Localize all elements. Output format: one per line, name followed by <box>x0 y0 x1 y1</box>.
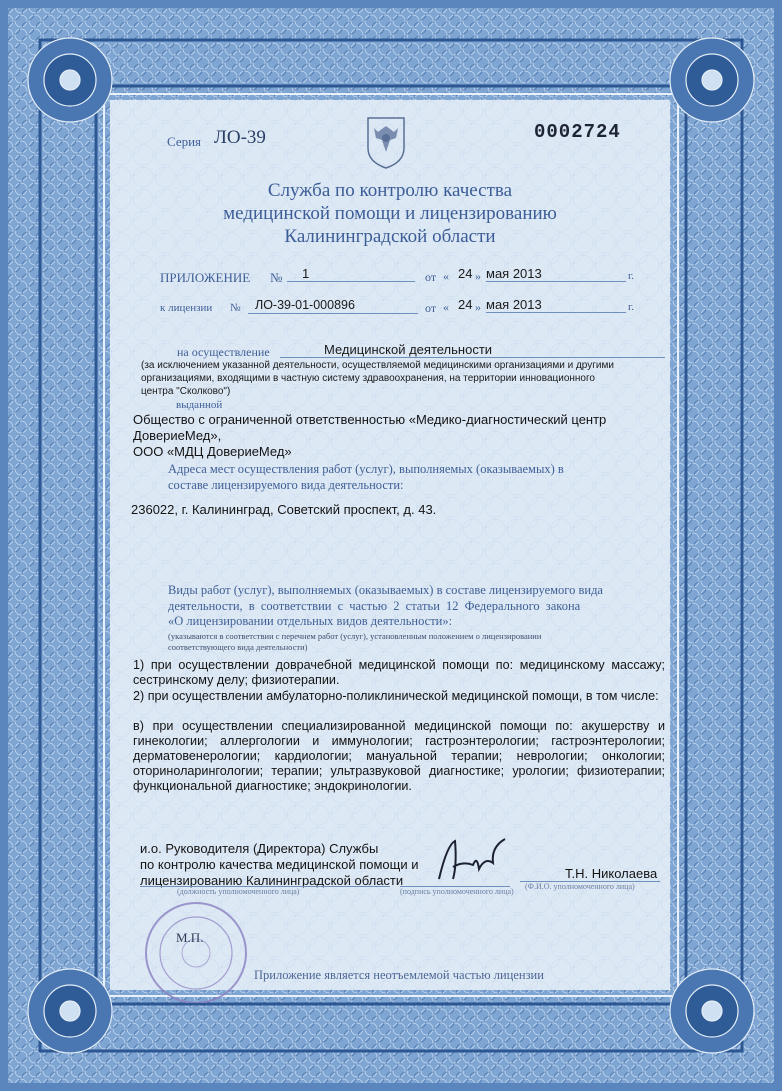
works-label-line-3: «О лицензировании отдельных видов деятельности»: <box>168 614 453 628</box>
holder-name-line-3: ООО «МДЦ ДовериеМед» <box>133 444 292 459</box>
works-item-2: 2) при осуществлении амбулаторно-поликлинической медицинской помощи, в том числе: <box>133 689 659 703</box>
series-label: Серия <box>167 134 202 149</box>
addresses-label-line-1: Адреса мест осуществления работ (услуг), выполняемых (оказываемых) в <box>168 462 564 476</box>
issuer-line-2: медицинской помощи и лицензированию <box>223 203 557 224</box>
holder-name-line-1: Общество с ограниченной ответственностью «Медико-диагностический центр <box>133 412 607 427</box>
license-number: ЛО-39-01-000896 <box>255 298 355 312</box>
license-number-sign: № <box>230 302 241 314</box>
license-label: к лицензии <box>160 302 213 314</box>
document-number: 0002724 <box>534 121 621 143</box>
appendix-from: от <box>425 270 437 284</box>
activity-note-line-1: (за исключением указанной деятельности, осуществляемой медицинскими организациями и другими <box>141 360 614 371</box>
holder-label: выданной <box>176 399 223 411</box>
appendix-date-underline <box>486 281 626 282</box>
license-day-close: » <box>475 300 481 314</box>
holder-name-line-2: ДовериеМед», <box>133 428 222 443</box>
issuer-line-1: Служба по контролю качества <box>267 180 513 201</box>
appendix-day-open: « <box>443 269 449 283</box>
signer-name: Т.Н. Николаева <box>565 866 658 881</box>
issuer-line-3: Калининградской области <box>284 226 496 247</box>
signer-position-line-1: и.о. Руководителя (Директора) Службы <box>140 841 379 856</box>
signer-position-line-2: по контролю качества медицинской помощи и <box>140 857 419 872</box>
works-item-1: 1) при осуществлении доврачебной медицинской помощи по: медицинскому массажу; сестринскому делу; физиотерапии. <box>133 658 665 687</box>
official-stamp-icon <box>128 893 268 1003</box>
appendix-number-sign: № <box>270 270 283 285</box>
works-label-line-1: Виды работ (услуг), выполняемых (оказываемых) в составе лицензируемого вида <box>168 583 603 597</box>
works-item-2b: в) при осуществлении специализированной медицинской помощи по: акушерству и гинекологии; аллергологии и иммунологии; гастроэнтерологии; гастроэнтерологии; дерматовенерологии; кардиологии; мануальной терапии; неврологии; онкологии; оториноларингологии; терапии; ультразвуковой диагностике; урологии; физиотерапии; функциональной диагностике; эндокринологии. <box>133 719 665 793</box>
license-year-suffix: г. <box>628 301 635 313</box>
appendix-month-year: мая 2013 <box>486 266 542 281</box>
license-from: от <box>425 301 437 315</box>
caption-signature: (подпись уполномоченного лица) <box>400 887 514 896</box>
license-day: 24 <box>458 297 473 312</box>
activity-label: на осуществление <box>177 345 270 359</box>
activity-underline <box>280 357 665 358</box>
works-note-line-2: соответствующего вида деятельности) <box>168 642 308 652</box>
caption-name: (Ф.И.О. уполномоченного лица) <box>525 882 635 891</box>
address-value: 236022, г. Калининград, Советский проспект, д. 43. <box>131 502 437 517</box>
signature-drawing <box>433 835 513 885</box>
footer-note: Приложение является неотъемлемой частью лицензии <box>254 968 544 982</box>
license-number-underline <box>248 313 418 314</box>
activity-value: Медицинской деятельности <box>324 342 493 357</box>
signer-position-line-3: лицензированию Калининградской области <box>140 873 404 888</box>
activity-note-line-2: организациями, входящими в частную систему здравоохранения, на территории инновационного <box>141 373 595 384</box>
license-day-open: « <box>443 300 449 314</box>
series-value: ЛО-39 <box>214 127 266 148</box>
appendix-number-underline <box>287 281 415 282</box>
license-date-underline <box>486 312 626 313</box>
appendix-day-close: » <box>475 269 481 283</box>
stamp-place-label: М.П. <box>176 930 204 945</box>
activity-note-line-3: центра "Сколково") <box>141 386 231 397</box>
appendix-year-suffix: г. <box>628 270 635 282</box>
addresses-label-line-2: составе лицензируемого вида деятельности: <box>168 478 404 492</box>
coat-of-arms-icon <box>364 114 408 170</box>
appendix-number: 1 <box>302 266 310 281</box>
license-month-year: мая 2013 <box>486 297 542 312</box>
caption-position: (должность уполномоченного лица) <box>177 887 300 896</box>
appendix-label: ПРИЛОЖЕНИЕ <box>160 270 251 285</box>
works-note-line-1: (указываются в соответствии с перечнем работ (услуг), установленным положением о лицензировании <box>168 631 542 641</box>
works-label-line-2: деятельности, в соответствии с частью 2 статьи 12 Федерального закона <box>168 599 581 613</box>
appendix-day: 24 <box>458 266 473 281</box>
